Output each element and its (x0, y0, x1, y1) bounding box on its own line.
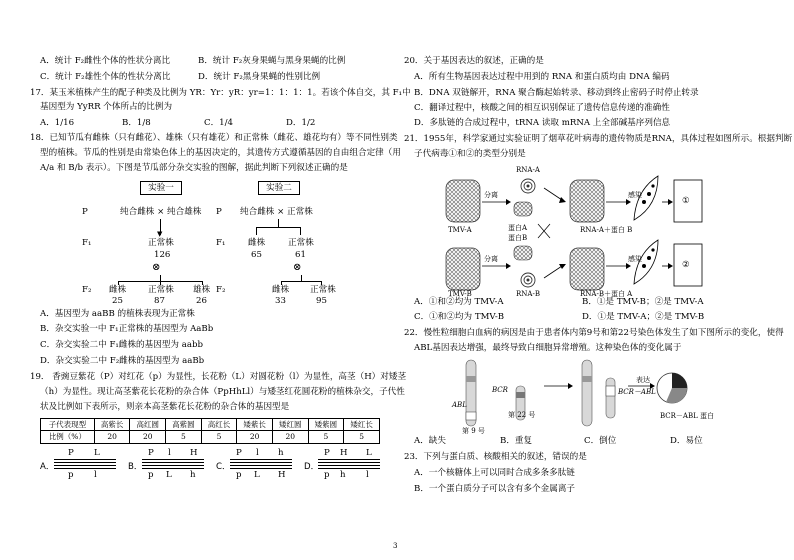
q19-option-a-letter[interactable]: A． (40, 462, 55, 472)
q20-option-b[interactable]: B．DNA 双链解开，RNA 聚合酶起始转录、移动到终止密码子时停止转录 (414, 88, 699, 98)
q21-option-d[interactable]: D．①是 TMV-A；②是 TMV-B (582, 312, 705, 322)
exp2-p-cross: 纯合雌株 × 正常株 (240, 207, 313, 217)
q19-option-d-letter[interactable]: D． (304, 462, 320, 472)
table-header-cell: 矮红长 (344, 419, 380, 431)
exp1-f2-name-normal: 正常株 (148, 285, 174, 295)
q22-stem-line2: ABL基因表达增强，最终导致白细胞异常增殖。这种染色体的变化属于 (414, 343, 682, 353)
table-header-cell: 矮紫圆 (308, 419, 344, 431)
exp1-p-label: P (82, 207, 88, 217)
q20-option-d[interactable]: D．多肽链的合成过程中，tRNA 读取 mRNA 上全部碱基序列信息 (414, 118, 671, 128)
q20-stem: 20．关于基因表达的叙述，正确的是 (404, 56, 544, 66)
table-cell: 20 (272, 431, 308, 443)
q19-option-b-letter[interactable]: B． (128, 462, 143, 472)
exp2-title-box: 实验二 (258, 181, 300, 195)
right-column (404, 0, 793, 560)
q19-option-a-chromosomes[interactable]: P L p l (68, 448, 100, 480)
label-infect-bottom: 感染 (628, 255, 642, 263)
page-number: 3 (393, 542, 398, 550)
exp2-f2-name-female: 雌株 (272, 285, 290, 295)
exp2-f2-name-normal: 正常株 (310, 285, 336, 295)
q20-option-a[interactable]: A．所有生物基因表达过程中用到的 RNA 和蛋白质均由 DNA 编码 (414, 72, 670, 82)
table-header-cell: 高红长 (201, 419, 237, 431)
label-mix-top: RNA-A＋蛋白 B (580, 226, 633, 234)
table-header-cell: 高红圆 (130, 419, 166, 431)
label-mix-bottom: RNA-B＋蛋白 A (580, 290, 633, 298)
exp1-f1-name: 正常株 (148, 238, 174, 248)
q19-option-c-letter[interactable]: C． (216, 462, 231, 472)
table-cell: 20 (94, 431, 130, 443)
q16-option-c[interactable]: C．统计 F₂雄性个体的性状分离比 (40, 72, 171, 82)
exp2-p-label: P (216, 207, 222, 217)
q17-option-c[interactable]: C．1/4 (204, 118, 233, 128)
q21-stem-line2: 子代病毒①和②的类型分别是 (414, 149, 526, 159)
table-cell: 20 (237, 431, 273, 443)
table-cell: 5 (166, 431, 202, 443)
exp2-f2-label: F₂ (216, 285, 226, 295)
label-bcr-abl-gene: BCR－ABL (618, 388, 656, 396)
label-rna-a: RNA-A (516, 166, 540, 174)
q17-option-b[interactable]: B．1/8 (122, 118, 151, 128)
q22-option-b[interactable]: B．重复 (500, 436, 533, 446)
q17-option-a[interactable]: A．1/16 (40, 118, 75, 128)
table-cell: 20 (130, 431, 166, 443)
label-chr9: 第 9 号 (462, 427, 485, 435)
q16-option-d[interactable]: D．统计 F₂黑身果蝇的性别比例 (198, 72, 321, 82)
q21-option-a[interactable]: A．①和②均为 TMV-A (414, 297, 504, 307)
q17-stem-line2: 基因型为 YyRR 个体所占的比例为 (40, 102, 173, 112)
label-separate-top: 分离 (484, 191, 498, 199)
left-column: A．统计 F₂雌性个体的性状分离比 B．统计 F₂灰身果蝇与黑身果蝇的比例 C．统计 F₂雄性个体的性状分离比 D．统计 F₂黑身果蝇的性别比例 17．某玉米植株产生的配子种类及比例为 YR：Yr：yR：yr=1：1：1：1。若该个体自交，其 F₁中 基因型为 YyRR 个体所占的比例为 A．1/16 B．1/8 C．1/4 D．1/2 18．已知节瓜有雌株（只有雌花）、雄株（只有雄花）和正常株（雌花、雄花均有）等不同性别类 型的植株。节瓜的性别是由常染色体上的基因决定的，其遗传方式遵循基因的自由组合定律（用 A/a 和 B/b 表示）。下图是节瓜部分杂交实验的图解，据此判断下列叙述正确的是 实验一 P 纯合雌株 × 纯合雄株 ▼ F₁ 正常株 126 ⊗ F₂ 雌株 正常株 雄株 25 87 26 实验二 P 纯合雌株 × 正常株 F₁ 雌株 正常株 65 61 ⊗ F₂ 雌株 正常株 33 95 A．基因型为 aaBB 的植株表现为正常株 B．杂交实验一中 F₁正常株的基因型为 AaBb C．杂交实验二中 F₁雌株的基因型为 aabb D．杂交实验二中 F₂雌株的基因型为 aaBb 19． 香豌豆紫花（P）对红花（p）为显性，长花粉（L）对圆花粉（l）为显性，高茎（H）对矮茎 （h）为显性。现让高茎紫花长花粉的杂合体（PpHhLl）与矮茎红花圆花粉的植株杂交，子代性 状及比例如下表所示，则亲本高茎紫花长花粉的杂合体的基因型是 子代表现型 高紫长 高红圆 高紫圆 高红长 矮紫长 矮红圆 矮紫圆 矮红长 比例（%） 20 20 5 5 20 20 5 5 A． P L p l B． P l H p L h C． P l h p L H D． P H L p h l (30, 56, 411, 480)
q18-stem-line1: 18．已知节瓜有雌株（只有雌花）、雄株（只有雄花）和正常株（雌花、雄花均有）等不同性别类 (30, 133, 398, 143)
q18-option-a[interactable]: A．基因型为 aaBB 的植株表现为正常株 (40, 309, 195, 319)
table-row-label: 比例（%） (41, 431, 95, 443)
translocation-graphic (444, 356, 694, 434)
q16-option-b[interactable]: B．统计 F₂灰身果蝇与黑身果蝇的比例 (198, 56, 346, 66)
exp2-f1-count-female: 65 (251, 250, 262, 260)
q17-stem-line1: 17．某玉米植株产生的配子种类及比例为 YR：Yr：yR：yr=1：1：1：1。若该个体自交，其 F₁中 (30, 88, 411, 98)
exp2-f2-count-normal: 95 (316, 296, 327, 306)
label-abl: ABL (452, 401, 467, 409)
exp1-selfing-symbol: ⊗ (152, 262, 161, 273)
q19-offspring-table (40, 418, 380, 444)
q18-option-c[interactable]: C．杂交实验二中 F₁雌株的基因型为 aabb (40, 340, 204, 350)
exp1-f2-count-female: 25 (112, 296, 123, 306)
exp2-f1-name-female: 雌株 (248, 238, 266, 248)
q19-stem-line3: 状及比例如下表所示，则亲本高茎紫花长花粉的杂合体的基因型是 (40, 402, 290, 412)
exp1-f1-count: 126 (154, 250, 171, 260)
table-row (41, 431, 380, 443)
exp1-f2-name-female: 雌株 (109, 285, 127, 295)
q18-option-d[interactable]: D．杂交实验二中 F₂雌株的基因型为 aaBb (40, 356, 205, 366)
label-chr22: 第 22 号 (508, 411, 536, 419)
tmv-diagram-graphic (444, 162, 704, 298)
label-protein-a: 蛋白A (508, 224, 528, 232)
q21-option-c[interactable]: C．①和②均为 TMV-B (414, 312, 505, 322)
q22-option-d[interactable]: D．易位 (670, 436, 703, 446)
exp1-f2-count-male: 26 (196, 296, 207, 306)
exp2-f2-count-female: 33 (275, 296, 286, 306)
exp1-title-box: 实验一 (140, 181, 182, 195)
exp1-f2-count-normal: 87 (154, 296, 165, 306)
table-header-cell: 矮紫长 (237, 419, 273, 431)
label-tmv-a: TMV-A (448, 226, 472, 234)
q21-stem-line1: 21．1955年，科学家通过实验证明了烟草花叶病毒的遗传物质是RNA，具体过程如图所示。根据判断 (404, 134, 793, 144)
exp1-f2-name-male: 雄株 (193, 285, 211, 295)
label-expression: 表达 (636, 376, 650, 384)
q19-option-d-chromosomes[interactable]: P H L p h l (324, 448, 372, 480)
q18-stem-line2: 型的植株。节瓜的性别是由常染色体上的基因决定的，其遗传方式遵循基因的自由组合定律（用 (40, 148, 401, 158)
table-header-cell: 矮红圆 (272, 419, 308, 431)
label-separate-bottom: 分离 (484, 255, 498, 263)
label-progeny-1: ① (682, 196, 690, 206)
exp2-f1-name-normal: 正常株 (288, 238, 314, 248)
q23-option-a[interactable]: A．一个核糖体上可以同时合成多条多肽链 (414, 468, 575, 478)
exp1-f1-label: F₁ (82, 238, 92, 248)
q22-option-a[interactable]: A．缺失 (414, 436, 446, 446)
table-header-cell: 高紫圆 (166, 419, 202, 431)
exp1-f2-label: F₂ (82, 285, 92, 295)
label-tmv-b: TMV-B (448, 290, 472, 298)
q19-option-b-chromosomes[interactable]: P l H p L h (148, 448, 198, 480)
label-bcr-abl-protein: BCR－ABL 蛋白 (660, 412, 714, 420)
label-bcr: BCR (492, 386, 508, 394)
label-infect-top: 感染 (628, 191, 642, 199)
exp2-selfing-symbol: ⊗ (293, 262, 302, 273)
q20-option-c[interactable]: C．翻译过程中，核酸之间的相互识别保证了遗传信息传递的准确性 (414, 103, 670, 113)
table-cell: 5 (308, 431, 344, 443)
q19-stem-line1: 19． 香豌豆紫花（P）对红花（p）为显性，长花粉（L）对圆花粉（l）为显性，高茎（H）对矮茎 (30, 372, 407, 382)
q17-option-d[interactable]: D．1/2 (286, 118, 316, 128)
table-cell: 5 (344, 431, 380, 443)
q18-option-b[interactable]: B．杂交实验一中 F₁正常株的基因型为 AaBb (40, 324, 214, 334)
q22-stem-line1: 22．慢性粒细胞白血病的病因是由于患者体内第9号和第22号染色体发生了如下图所示的变化，使得 (404, 328, 784, 338)
label-progeny-2: ② (682, 260, 690, 270)
q16-option-a[interactable]: A．统计 F₂雌性个体的性状分离比 (40, 56, 171, 66)
exp1-p-cross: 纯合雌株 × 纯合雄株 (120, 207, 202, 217)
exp2-f1-label: F₁ (216, 238, 226, 248)
q23-option-b[interactable]: B．一个蛋白质分子可以含有多个金属离子 (414, 484, 576, 494)
q23-stem: 23．下列与蛋白质、核酸相关的叙述，错误的是 (404, 452, 587, 462)
q19-option-c-chromosomes[interactable]: P l h p L H (236, 448, 286, 480)
table-cell: 5 (201, 431, 237, 443)
label-rna-b: RNA-B (516, 290, 540, 298)
table-header-cell: 子代表现型 (41, 419, 95, 431)
exp2-f1-count-normal: 61 (295, 250, 306, 260)
table-header-row (41, 419, 380, 431)
q18-stem-line3: A/a 和 B/b 表示）。下图是节瓜部分杂交实验的图解，据此判断下列叙述正确的是 (40, 163, 348, 173)
label-protein-b: 蛋白B (508, 234, 528, 242)
q21-option-b[interactable]: B．①是 TMV-B；②是 TMV-A (582, 297, 704, 307)
q22-option-c[interactable]: C．倒位 (584, 436, 617, 446)
q19-stem-line2: （h）为显性。现让高茎紫花长花粉的杂合体（PpHhLl）与矮茎红花圆花粉的植株杂交，子代性 (40, 387, 405, 397)
table-header-cell: 高紫长 (94, 419, 130, 431)
